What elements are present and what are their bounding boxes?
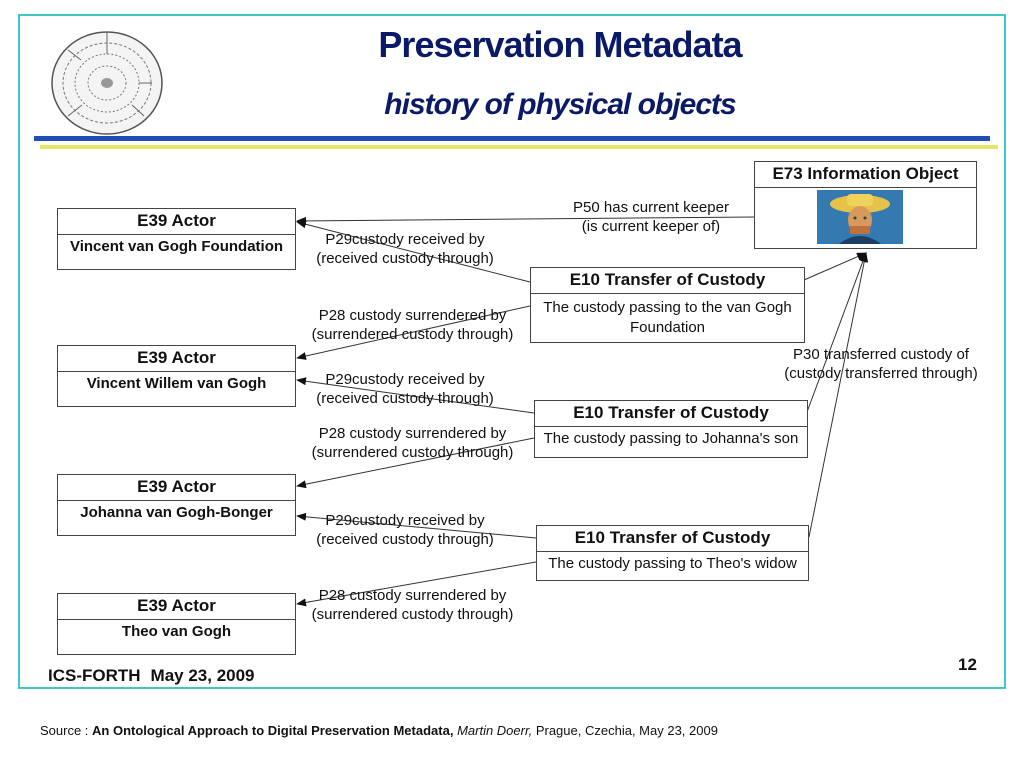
source-work: An Ontological Approach to Digital Preservation Metadata, bbox=[92, 723, 454, 738]
relation-line: (custody transferred through) bbox=[784, 365, 978, 382]
relation-line: (surrendered custody through) bbox=[311, 444, 514, 461]
page-number: 12 bbox=[958, 655, 977, 674]
relation-line: P30 transferred custody of bbox=[793, 346, 969, 363]
relation-line: (received custody through) bbox=[316, 390, 494, 407]
relation-label-p28-2 bbox=[300, 424, 525, 462]
actor-box-johanna bbox=[57, 474, 296, 536]
relation-label-p28-3 bbox=[300, 586, 525, 624]
actor-head: E39 Actor bbox=[58, 475, 295, 501]
relation-line: (received custody through) bbox=[316, 250, 494, 267]
actor-name: Vincent Willem van Gogh bbox=[86, 375, 267, 392]
relation-line: P28 custody surrendered by bbox=[318, 587, 507, 604]
source-place: Prague, Czechia, May 23, 2009 bbox=[535, 723, 718, 738]
actor-box-foundation bbox=[57, 208, 296, 270]
phaistos-disc-logo bbox=[48, 28, 166, 138]
relation-line: (received custody through) bbox=[316, 531, 494, 548]
transfer-head: E10 Transfer of Custody bbox=[537, 526, 808, 552]
actor-name: Vincent van Gogh Foundation bbox=[69, 238, 284, 255]
relation-label-p28-1 bbox=[300, 306, 525, 344]
relation-line: (surrendered custody through) bbox=[311, 326, 514, 343]
relation-line: (surrendered custody through) bbox=[311, 606, 514, 623]
actor-name: Johanna van Gogh-Bonger bbox=[80, 504, 273, 521]
actor-head: E39 Actor bbox=[58, 594, 295, 620]
footer-date: May 23, 2009 bbox=[150, 666, 255, 685]
relation-line: P29custody received by bbox=[325, 371, 485, 388]
transfer-head: E10 Transfer of Custody bbox=[531, 268, 804, 294]
relation-label-p50 bbox=[556, 198, 746, 236]
transfer-head: E10 Transfer of Custody bbox=[535, 401, 807, 427]
transfer-box-theos-widow bbox=[536, 525, 809, 581]
slide-title: Preservation Metadata bbox=[378, 24, 742, 65]
relation-line: P29custody received by bbox=[325, 512, 485, 529]
relation-line: P28 custody surrendered by bbox=[318, 307, 507, 324]
relation-line: P28 custody surrendered by bbox=[318, 425, 507, 442]
actor-head: E39 Actor bbox=[58, 209, 295, 235]
van-gogh-portrait-image bbox=[817, 190, 903, 244]
title-rule-yellow bbox=[40, 145, 998, 149]
relation-line: P50 has current keeper bbox=[573, 199, 729, 216]
relation-label-p29-2 bbox=[300, 370, 510, 408]
transfer-desc: The custody passing to Theo's widow bbox=[548, 555, 797, 572]
relation-line: P29custody received by bbox=[325, 231, 485, 248]
actor-box-theo bbox=[57, 593, 296, 655]
source-prefix: Source : bbox=[40, 723, 93, 738]
relation-line: (is current keeper of) bbox=[581, 218, 721, 235]
slide-footer bbox=[48, 666, 255, 686]
title-rule-blue bbox=[34, 136, 990, 141]
transfer-box-foundation bbox=[530, 267, 805, 343]
source-author: Martin Doerr, bbox=[457, 723, 533, 738]
transfer-desc: The custody passing to Johanna's son bbox=[543, 430, 799, 447]
source-citation bbox=[40, 723, 718, 738]
relation-label-p29-3 bbox=[300, 511, 510, 549]
slide-subtitle: history of physical objects bbox=[384, 88, 736, 121]
relation-label-p30 bbox=[776, 345, 986, 383]
transfer-desc: The custody passing to the van Gogh Foundation bbox=[543, 299, 792, 336]
actor-box-vincent-willem bbox=[57, 345, 296, 407]
actor-name: Theo van Gogh bbox=[121, 623, 232, 640]
info-object-head: E73 Information Object bbox=[755, 162, 976, 188]
actor-head: E39 Actor bbox=[58, 346, 295, 372]
transfer-box-johannas-son bbox=[534, 400, 808, 458]
footer-org: ICS-FORTH bbox=[48, 666, 141, 685]
relation-label-p29-1 bbox=[300, 230, 510, 268]
